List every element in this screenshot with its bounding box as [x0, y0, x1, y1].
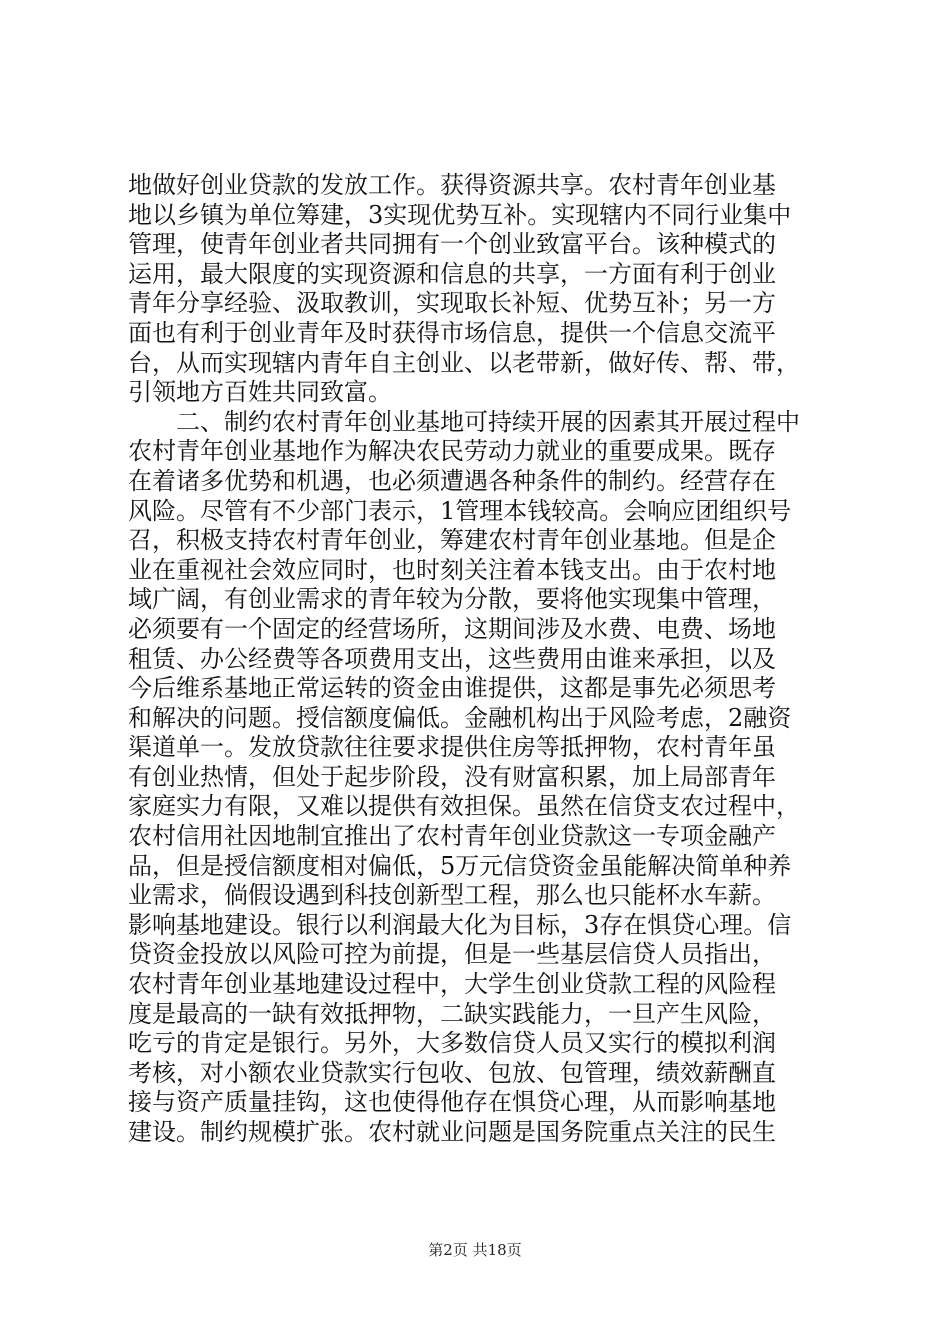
text-line: 台，从而实现辖内青年自主创业、以老带新，做好传、帮、带， [128, 348, 800, 377]
text-line: 贷资金投放以风险可控为前提，但是一些基层信贷人员指出， [128, 940, 776, 969]
text-line: 地做好创业贷款的发放工作。获得资源共享。农村青年创业基 [128, 171, 776, 199]
section-heading-line: 二、制约农村青年创业基地可持续开展的因素其开展过程中 [176, 407, 800, 436]
text-line: 农村信用社因地制宜推出了农村青年创业贷款这一专项金融产 [128, 822, 776, 851]
text-line: 面也有利于创业青年及时获得市场信息，提供一个信息交流平 [128, 318, 776, 347]
text-line: 吃亏的肯定是银行。另外，大多数信贷人员又实行的模拟利润 [128, 1029, 776, 1058]
text-line: 农村青年创业基地建设过程中，大学生创业贷款工程的风险程 [128, 970, 776, 999]
text-line: 和解决的问题。授信额度偏低。金融机构出于风险考虑，2融资 [128, 703, 792, 732]
text-line: 家庭实力有限，又难以提供有效担保。虽然在信贷支农过程中， [128, 792, 800, 821]
text-line: 青年分享经验、汲取教训，实现取长补短、优势互补；另一方 [128, 289, 776, 318]
text-line: 业需求，倘假设遇到科技创新型工程，那么也只能杯水车薪。 [128, 881, 776, 910]
text-line: 引领地方百姓共同致富。 [128, 378, 392, 407]
text-line: 影响基地建设。银行以利润最大化为目标，3存在惧贷心理。信 [128, 910, 792, 939]
text-line: 域广阔，有创业需求的青年较为分散，要将他实现集中管理， [128, 585, 776, 614]
text-line: 管理，使青年创业者共同拥有一个创业致富平台。该种模式的 [128, 230, 776, 259]
text-line: 风险。尽管有不少部门表示，1管理本钱较高。会响应团组织号 [128, 496, 792, 525]
text-line: 农村青年创业基地作为解决农民劳动力就业的重要成果。既存 [128, 437, 776, 466]
body-text [128, 171, 830, 1148]
page-number-footer: 第2页 共18页 [428, 1241, 522, 1259]
text-line: 度是最高的一缺有效抵押物，二缺实践能力，一旦产生风险， [128, 999, 776, 1028]
text-line: 召，积极支持农村青年创业，筹建农村青年创业基地。但是企 [128, 526, 776, 555]
text-line: 必须要有一个固定的经营场所，这期间涉及水费、电费、场地 [128, 614, 776, 643]
text-line: 租赁、办公经费等各项费用支出，这些费用由谁来承担，以及 [128, 644, 776, 673]
text-line: 接与资产质量挂钩，这也使得他存在惧贷心理，从而影响基地 [128, 1088, 776, 1117]
text-line: 渠道单一。发放贷款往往要求提供住房等抵押物，农村青年虽 [128, 733, 776, 762]
text-line: 运用，最大限度的实现资源和信息的共享，一方面有利于创业 [128, 259, 776, 288]
text-line: 考核，对小额农业贷款实行包收、包放、包管理，绩效薪酬直 [128, 1058, 776, 1087]
text-line: 地以乡镇为单位筹建，3实现优势互补。实现辖内不同行业集中 [128, 200, 792, 229]
text-line: 有创业热情，但处于起步阶段，没有财富积累，加上局部青年 [128, 762, 776, 791]
text-line: 业在重视社会效应同时，也时刻关注着本钱支出。由于农村地 [128, 555, 776, 584]
text-line: 品，但是授信额度相对偏低，5万元信贷资金虽能解决简单种养 [128, 851, 792, 880]
text-line: 建设。制约规模扩张。农村就业问题是国务院重点关注的民生 [128, 1118, 776, 1146]
text-line: 今后维系基地正常运转的资金由谁提供，这都是事先必须思考 [128, 674, 776, 703]
text-line: 在着诸多优势和机遇，也必须遭遇各种条件的制约。经营存在 [128, 466, 776, 495]
